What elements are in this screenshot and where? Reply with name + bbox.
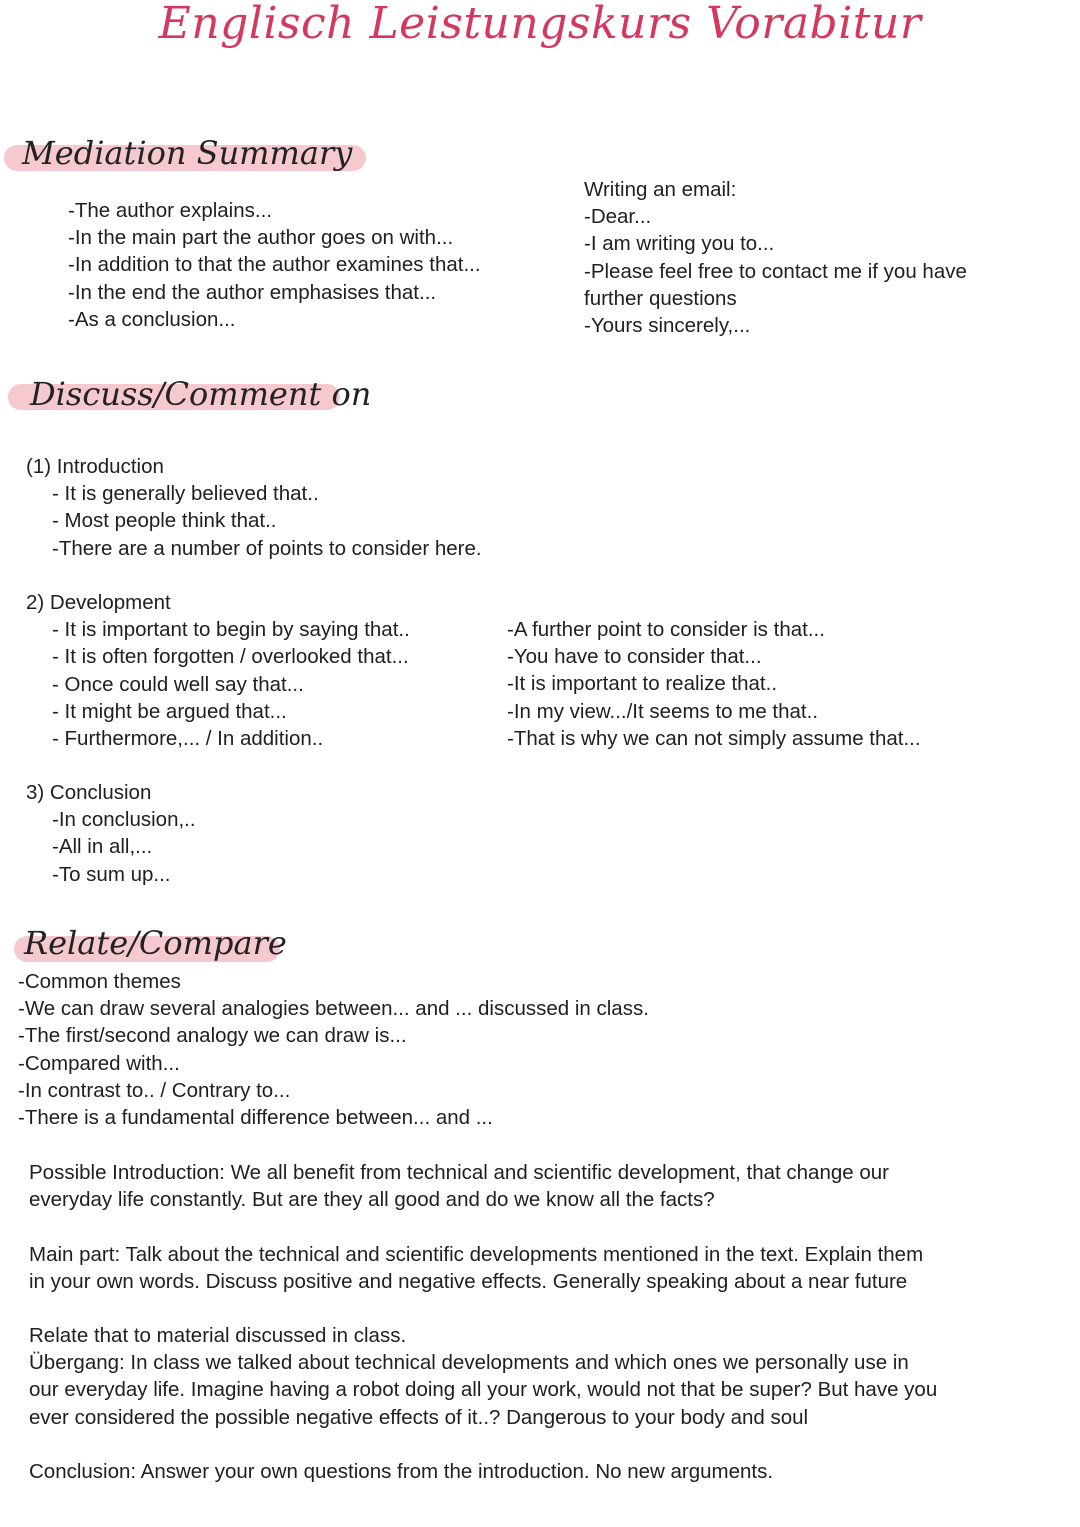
section-label: 3) Conclusion: [26, 781, 152, 804]
list-item: - It is often forgotten / overlooked that...: [52, 645, 409, 669]
list-item: -I am writing you to...: [584, 232, 775, 256]
notes-conclusion: [29, 1458, 773, 1485]
text-line: our everyday life. Imagine having a robot doing all your work, would not that be super? But have you: [29, 1378, 938, 1402]
notes-relate: [29, 1322, 937, 1431]
page-title: Englisch Leistungskurs Vorabitur: [158, 0, 922, 49]
list-item: -Dear...: [584, 205, 652, 229]
list-item: -All in all,...: [52, 835, 153, 859]
list-item: -In conclusion,..: [52, 808, 196, 832]
list-item: -The author explains...: [68, 199, 272, 222]
email-section: [584, 176, 967, 339]
list-item: -To sum up...: [52, 862, 171, 886]
list-item: - It might be argued that...: [52, 699, 287, 723]
list-item: -There are a number of points to consider here.: [52, 536, 482, 560]
list-item: -Yours sincerely,...: [584, 314, 751, 338]
text-line: ever considered the possible negative effects of it..? Dangerous to your body and soul: [29, 1405, 809, 1429]
text-line: Main part: Talk about the technical and scientific developments mentioned in the text. Explain them: [29, 1243, 924, 1266]
mediation-list: [68, 197, 481, 333]
list-item: - Most people think that..: [52, 509, 277, 533]
list-item: -A further point to consider is that...: [507, 618, 825, 641]
list-item: -That is why we can not simply assume that...: [507, 726, 921, 750]
list-item: -In contrast to.. / Contrary to...: [18, 1078, 291, 1102]
text-line: Conclusion: Answer your own questions from the introduction. No new arguments.: [29, 1460, 774, 1483]
list-item: further questions: [584, 286, 737, 310]
relate-heading: Relate/Compare: [24, 924, 287, 962]
discuss-conclusion: [26, 779, 196, 888]
list-item: -There is a fundamental difference between... and ...: [18, 1106, 493, 1130]
list-item: - Furthermore,... / In addition..: [52, 727, 324, 751]
list-item: - Once could well say that...: [52, 672, 304, 696]
text-line: everyday life constantly. But are they all good and do we know all the facts?: [29, 1188, 715, 1212]
notes-main-part: [29, 1241, 923, 1295]
list-item: -Please feel free to contact me if you have: [584, 259, 967, 283]
mediation-heading: Mediation Summary: [22, 134, 353, 172]
relate-list: [18, 968, 649, 1131]
list-item: -Compared with...: [18, 1051, 180, 1075]
list-item: -In the end the author emphasises that...: [68, 280, 437, 304]
list-item: -As a conclusion...: [68, 307, 236, 331]
list-item: -You have to consider that...: [507, 645, 762, 669]
section-label: (1) Introduction: [26, 455, 164, 478]
list-item: - It is generally believed that..: [52, 482, 319, 506]
list-item: - It is important to begin by saying that..: [52, 618, 410, 642]
text-line: Übergang: In class we talked about technical developments and which ones we personally use in: [29, 1351, 909, 1375]
list-item: -In my view.../It seems to me that..: [507, 699, 819, 723]
list-item: -In the main part the author goes on with...: [68, 226, 454, 250]
list-item: -It is important to realize that..: [507, 672, 778, 696]
list-item: -We can draw several analogies between... and ... discussed in class.: [18, 997, 649, 1021]
list-item: -Common themes: [18, 970, 181, 993]
discuss-development-right: [507, 616, 921, 752]
notes-introduction: [29, 1159, 889, 1213]
section-label: 2) Development: [26, 591, 171, 614]
list-item: -The first/second analogy we can draw is...: [18, 1024, 407, 1048]
discuss-development: [26, 589, 410, 752]
text-line: Relate that to material discussed in class.: [29, 1324, 407, 1347]
text-line: Possible Introduction: We all benefit from technical and scientific development, that change our: [29, 1161, 889, 1184]
email-heading: Writing an email:: [584, 178, 737, 201]
list-item: -In addition to that the author examines that...: [68, 253, 481, 277]
discuss-introduction: [26, 453, 482, 562]
discuss-heading: Discuss/Comment on: [30, 375, 372, 413]
text-line: in your own words. Discuss positive and negative effects. Generally speaking about a near future: [29, 1270, 908, 1294]
